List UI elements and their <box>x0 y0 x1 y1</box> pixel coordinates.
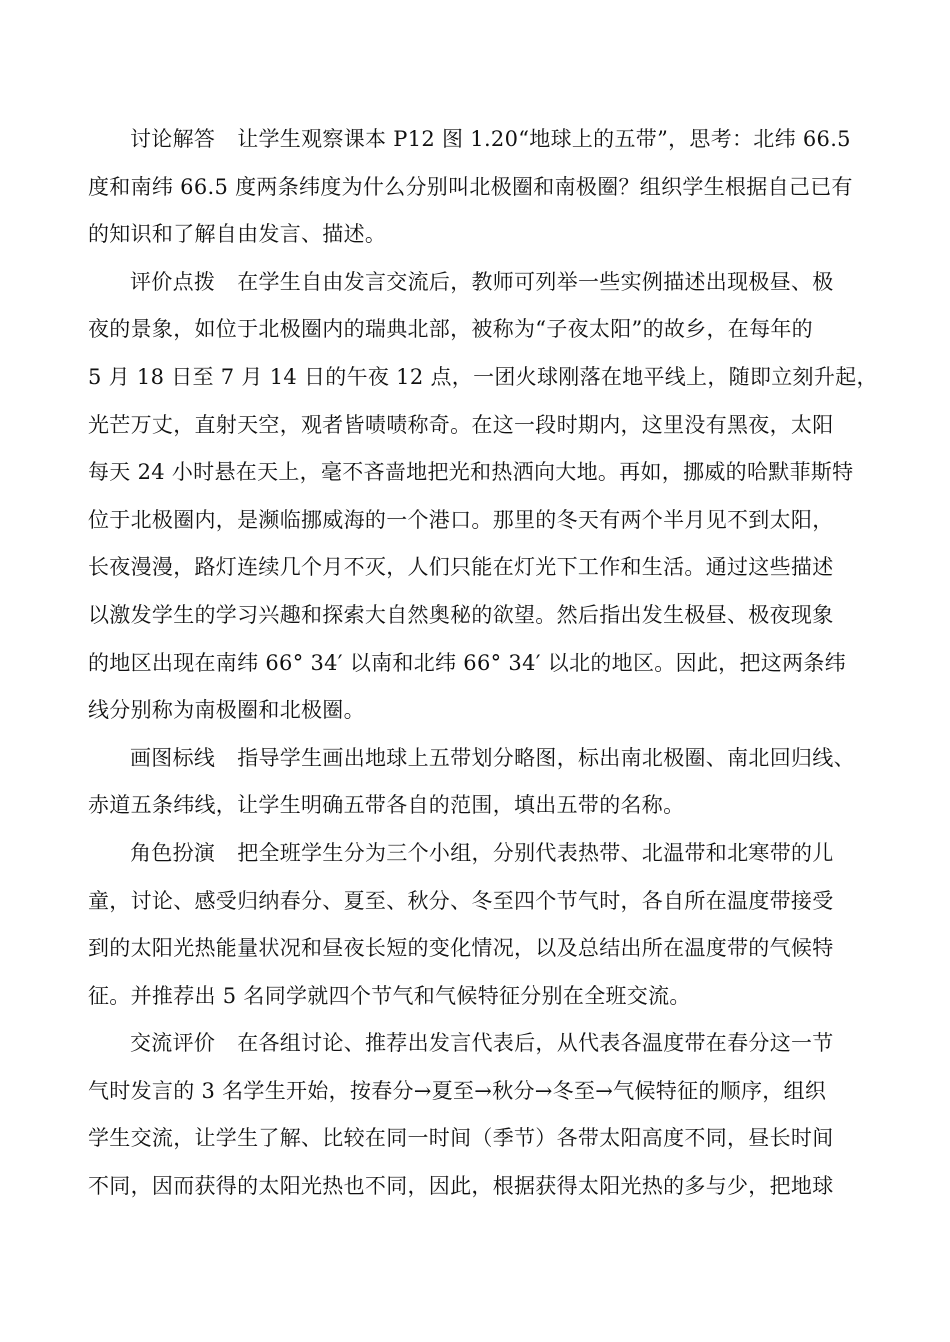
paragraph-line: 位于北极圈内，是濒临挪威海的一个港口。那里的冬天有两个半月见不到太阳， <box>88 507 834 532</box>
paragraph-lead: 评价点拨 <box>130 269 216 294</box>
paragraph-lead: 交流评价 <box>130 1031 216 1056</box>
paragraph-evaluation <box>88 259 878 735</box>
paragraph-first-line <box>88 830 878 878</box>
paragraph-role-play <box>88 830 878 1020</box>
paragraph-exchange <box>88 1020 878 1210</box>
paragraph-line: 气时发言的 3 名学生开始，按春分→夏至→秋分→冬至→气候特征的顺序，组织 <box>88 1078 827 1103</box>
paragraph-lead: 讨论解答 <box>130 127 216 151</box>
paragraph-line: 不同，因而获得的太阳光热也不同，因此，根据获得太阳光热的多与少，把地球 <box>88 1174 834 1199</box>
paragraph-line: 到的太阳光热能量状况和昼夜长短的变化情况，以及总结出所在温度带的气候特 <box>88 936 834 961</box>
line-text: 指导学生画出地球上五带划分略图，标出南北极圈、南北回归线、 <box>237 745 855 770</box>
paragraph-line: 童，讨论、感受归纳春分、夏至、秋分、冬至四个节气时，各自所在温度带接受 <box>88 888 834 913</box>
paragraph-first-line <box>88 259 878 307</box>
paragraph-line: 赤道五条纬线，让学生明确五带各自的范围，填出五带的名称。 <box>88 793 685 818</box>
line-text: 把全班学生分为三个小组，分别代表热带、北温带和北寒带的儿 <box>237 840 834 865</box>
paragraph-first-line <box>88 116 878 164</box>
paragraph-line: 的知识和了解自由发言、描述。 <box>88 222 387 247</box>
paragraph-first-line <box>88 1020 878 1068</box>
line-text: 在各组讨论、推荐出发言代表后，从代表各温度带在春分这一节 <box>237 1031 834 1056</box>
paragraph-line: 长夜漫漫，路灯连续几个月不灭，人们只能在灯光下工作和生活。通过这些描述 <box>88 555 834 580</box>
paragraph-line: 光芒万丈，直射天空，观者皆啧啧称奇。在这一段时期内，这里没有黑夜，太阳 <box>88 412 834 437</box>
paragraph-line: 5 月 18 日至 7 月 14 日的午夜 12 点，一团火球刚落在地平线上，随即立刻升起， <box>88 364 878 389</box>
paragraph-line: 征。并推荐出 5 名同学就四个节气和气候特征分别在全班交流。 <box>88 983 691 1008</box>
line-text: 在学生自由发言交流后，教师可列举一些实例描述出现极昼、极 <box>237 269 834 294</box>
document-body <box>88 116 878 1211</box>
paragraph-discussion <box>88 116 878 259</box>
paragraph-line: 线分别称为南极圈和北极圈。 <box>88 698 365 723</box>
paragraph-lead: 画图标线 <box>130 745 216 770</box>
paragraph-line: 学生交流，让学生了解、比较在同一时间（季节）各带太阳高度不同，昼长时间 <box>88 1126 834 1151</box>
paragraph-first-line <box>88 735 878 783</box>
paragraph-line: 度和南纬 66.5 度两条纬度为什么分别叫北极圈和南极圈？组织学生根据自己已有 <box>88 174 853 199</box>
paragraph-lead: 角色扮演 <box>130 840 216 865</box>
paragraph-line: 每天 24 小时悬在天上，毫不吝啬地把光和热洒向大地。再如，挪威的哈默菲斯特 <box>88 460 854 485</box>
paragraph-line: 以激发学生的学习兴趣和探索大自然奥秘的欲望。然后指出发生极昼、极夜现象 <box>88 602 834 627</box>
paragraph-line: 夜的景象，如位于北极圈内的瑞典北部，被称为“子夜太阳”的故乡，在每年的 <box>88 317 813 342</box>
paragraph-line: 的地区出现在南纬 66° 34′ 以南和北纬 66° 34′ 以北的地区。因此，把这两条纬 <box>88 650 846 675</box>
line-text: 让学生观察课本 P12 图 1.20“地球上的五带”，思考：北纬 66.5 <box>237 127 851 151</box>
paragraph-drawing <box>88 735 878 830</box>
